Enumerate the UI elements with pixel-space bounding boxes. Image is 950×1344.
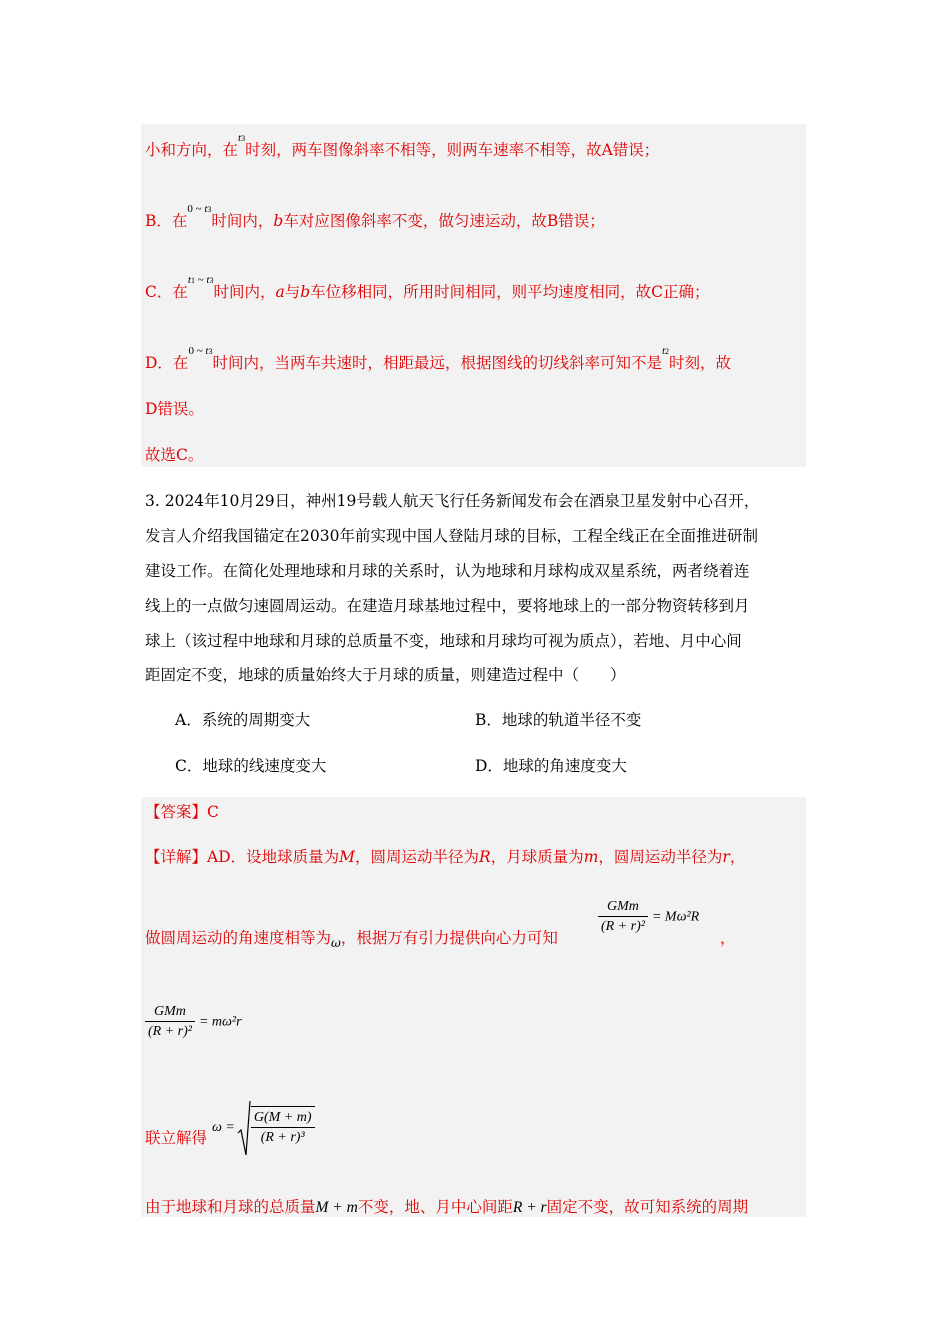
question-line-2: 发言人介绍我国锚定在2030年前实现中国人登陆月球的目标，工程全线正在全面推进研制 <box>145 527 758 545</box>
question-line-5: 球上（该过程中地球和月球的总质量不变，地球和月球均可视为质点），若地、月中心间 <box>145 632 742 650</box>
formula-omega: ω = $\frac{G(M + m)}{\text{(R + r)³}}$ <box>212 1099 315 1157</box>
question-line-6: 距固定不变，地球的质量始终大于月球的质量，则建造过程中（ ） <box>145 666 626 684</box>
option-c: C．地球的线速度变大 <box>175 757 327 775</box>
sqrt-sign-icon <box>237 1099 251 1157</box>
answer-label: 【答案】C <box>145 803 219 821</box>
detail-line-1: 【详解】AD．设地球质量为M，圆周运动半径为R，月球质量为m，圆周运动半径为r， <box>145 848 746 866</box>
option-b: B．地球的轨道半径不变 <box>475 711 642 729</box>
formula-moon-force: $\frac{\text{GMm}}{\text{(R + r)²}}$ = mω²r <box>145 1003 242 1042</box>
detail-line-last: 由于地球和月球的总质量M + m不变，地、月中心间距R + r固定不变，故可知系统的周期 <box>145 1198 749 1216</box>
detail-line-2: 做圆周运动的角速度相等为$_\omega$，根据万有引力提供向心力可知 <box>145 929 558 950</box>
detail-line-2-comma: ， <box>720 929 736 947</box>
solution-line-a-option: 小和方向，在$^{t3}$时刻，两车图像斜率不相等，则两车速率不相等，故A错误； <box>145 132 660 159</box>
option-a: A．系统的周期变大 <box>175 711 311 729</box>
solve-label: 联立解得 <box>145 1129 208 1147</box>
question-line-1: 3. 2024年10月29日，神州19号载人航天飞行任务新闻发布会在酒泉卫星发射中心召开， <box>145 492 760 510</box>
solution-line-c-option: C．在$^{t1 \sim t3}$时间内，a与b车位移相同，所用时间相同，则平均速度相同，故C正确； <box>145 274 710 301</box>
solution-conclusion: 故选C。 <box>145 446 204 464</box>
solution-line-d-option: D．在$^{0 \sim t3}$时间内，当两车共速时，相距最远，根据图线的切线斜率可知不是$^{t2}$时刻，故 <box>145 345 732 372</box>
option-d: D．地球的角速度变大 <box>475 757 627 775</box>
question-line-3: 建设工作。在简化处理地球和月球的关系时，认为地球和月球构成双星系统，两者绕着连 <box>145 562 750 580</box>
formula-earth-force: $\frac{\text{GMm}}{\text{(R + r)²}}$ = Mω²R <box>598 898 699 937</box>
solution-line-b-option: B．在$^{0 \sim t3}$时间内，b车对应图像斜率不变，做匀速运动，故B错误； <box>145 203 605 230</box>
solution-line-d-continued: D错误。 <box>145 400 204 418</box>
question-line-4: 线上的一点做匀速圆周运动。在建造月球基地过程中，要将地球上的一部分物资转移到月 <box>145 597 750 615</box>
